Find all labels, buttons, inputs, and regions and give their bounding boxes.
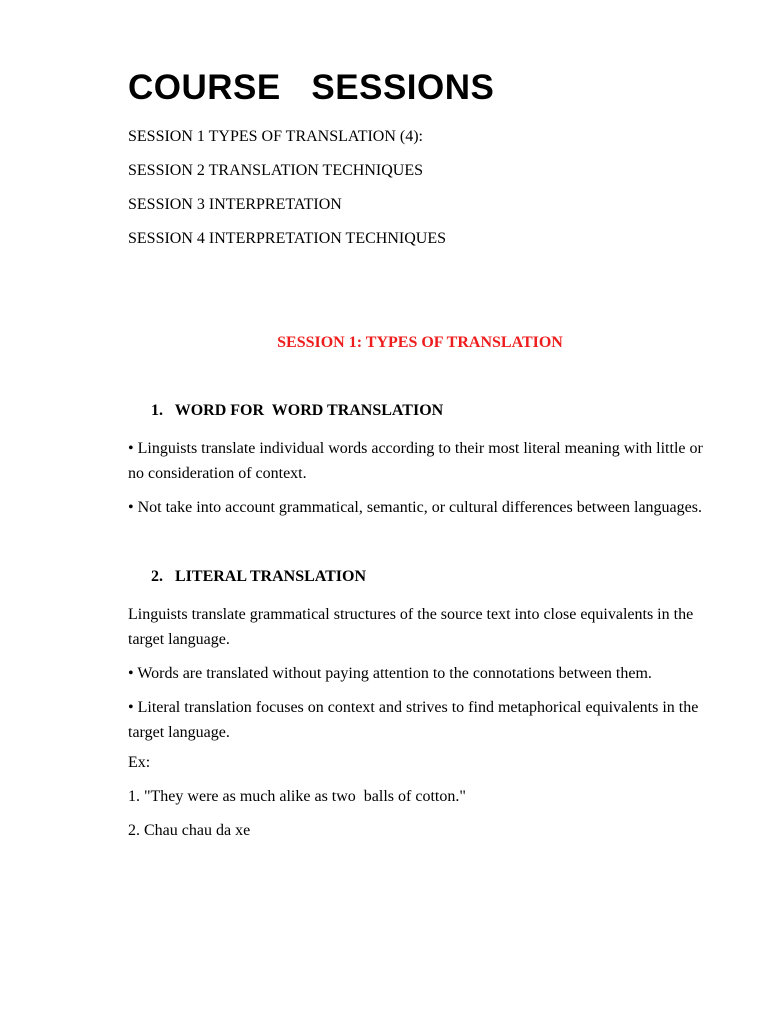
example-item: 1. "They were as much alike as two balls of cotton." xyxy=(128,788,466,805)
example-label: Ex: xyxy=(128,754,151,771)
item-heading-word-for-word: 1. WORD FOR WORD TRANSLATION xyxy=(151,402,444,419)
item2-paragraph: • Words are translated without paying attention to the connotations between them. xyxy=(128,665,652,682)
item1-paragraph: • Not take into account grammatical, semantic, or cultural differences between languages. xyxy=(128,499,702,516)
session-list-item: SESSION 3 INTERPRETATION xyxy=(128,196,342,213)
item1-paragraph: • Linguists translate individual words according to their most literal meaning with little or no consideration of context. xyxy=(128,440,703,482)
section-heading: SESSION 1: TYPES OF TRANSLATION xyxy=(277,334,563,351)
session-list xyxy=(128,128,718,248)
document-page xyxy=(128,66,718,856)
page-title: COURSE SESSIONS xyxy=(128,68,495,107)
item-heading-literal: 2. LITERAL TRANSLATION xyxy=(151,568,367,585)
session-list-item: SESSION 4 INTERPRETATION TECHNIQUES xyxy=(128,230,446,247)
session-list-item: SESSION 1 TYPES OF TRANSLATION (4): xyxy=(128,128,423,145)
item2-paragraph: Linguists translate grammatical structures of the source text into close equivalents in the target language. xyxy=(128,606,694,648)
item2-paragraph: • Literal translation focuses on context and strives to find metaphorical equivalents in the target language. xyxy=(128,699,699,741)
example-item: 2. Chau chau da xe xyxy=(128,822,251,839)
session-list-item: SESSION 2 TRANSLATION TECHNIQUES xyxy=(128,162,423,179)
